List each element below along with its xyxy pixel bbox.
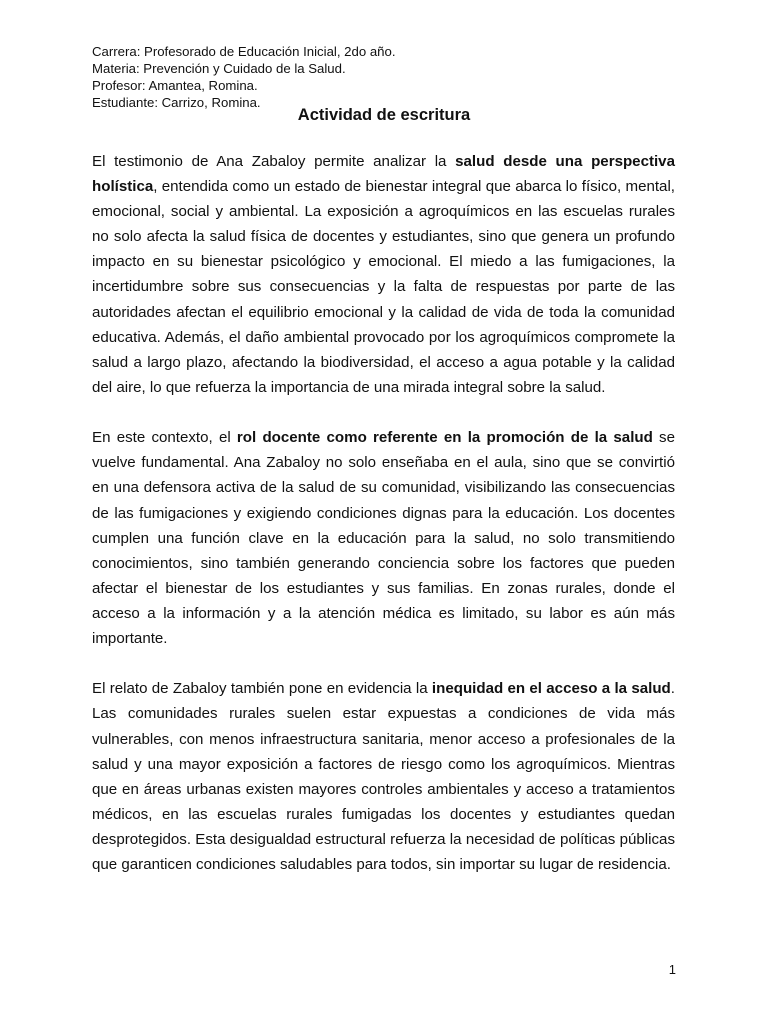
paragraph-holistic-health	[92, 149, 675, 400]
document-body	[92, 149, 675, 902]
header-subject: Materia: Prevención y Cuidado de la Salud.	[92, 61, 346, 76]
paragraph-bold-phrase: rol docente como referente en la promoción de la salud	[236, 429, 653, 447]
paragraph-bold-phrase: inequidad en el acceso a la salud	[431, 680, 671, 698]
paragraph-text: El testimonio de Ana Zabaloy permite analizar la	[92, 153, 456, 170]
paragraph-text: En este contexto, el	[92, 429, 237, 447]
header-career: Carrera: Profesorado de Educación Inicial, 2do año.	[92, 44, 396, 59]
paragraph-health-inequity	[92, 676, 675, 877]
header-teacher: Profesor: Amantea, Romina.	[92, 78, 258, 93]
document-title: Actividad de escritura	[297, 106, 471, 124]
paragraph-text: se vuelve fundamental. Ana Zabaloy no solo enseñaba en el aula, sino que se convirtió en una defensora activa de la salud de su comunidad, visibilizando las consecuencias de las fumigaciones y exigiendo condiciones dignas para la educación. Los docentes cumplen una función clave en la educación para la salud, no solo transmitiendo conocimientos, sino también generando conciencia sobre los factores que pueden afectar el bienestar de los estudiantes y sus familias. En zonas rurales, donde el acceso a la información y a la atención médica es limitado, su labor es aún más importante.	[92, 429, 676, 647]
paragraph-teacher-role	[92, 425, 675, 651]
header-student: Estudiante: Carrizo, Romina.	[92, 95, 261, 110]
paragraph-text: El relato de Zabaloy también pone en evidencia la	[92, 680, 432, 698]
document-header	[92, 43, 396, 111]
paragraph-bold-phrase: salud desde una perspectiva holística	[92, 153, 675, 196]
paragraph-text: . Las comunidades rurales suelen estar expuestas a condiciones de vida más vulnerables, con menos infraestructura sanitaria, menor acceso a profesionales de la salud y una mayor exposición a factores de riesgo como los agroquímicos. Mientras que en áreas urbanas existen mayores controles ambientales y acceso a tratamientos médicos, en las escuelas rurales fumigadas los docentes y estudiantes quedan desprotegidos. Esta desigualdad estructural refuerza la necesidad de políticas públicas que garanticen condiciones saludables para todos, sin importar su lugar de residencia.	[92, 680, 675, 874]
paragraph-text: , entendida como un estado de bienestar integral que abarca lo físico, mental, emocional, social y ambiental. La exposición a agroquímicos en las escuelas rurales no solo afecta la salud física de docentes y estudiantes, sino que genera un profundo impacto en su bienestar psicológico y emocional. El miedo a las fumigaciones, la incertidumbre sobre sus consecuencias y la falta de respuestas por parte de las autoridades afectan el equilibrio emocional y la calidad de vida de toda la comunidad educativa. Además, el daño ambiental provocado por los agroquímicos compromete la salud a largo plazo, afectando la biodiversidad, el acceso a agua potable y la calidad del aire, lo que refuerza la importancia de una mirada integral sobre la salud.	[92, 178, 675, 396]
page-number: 1	[668, 962, 676, 977]
